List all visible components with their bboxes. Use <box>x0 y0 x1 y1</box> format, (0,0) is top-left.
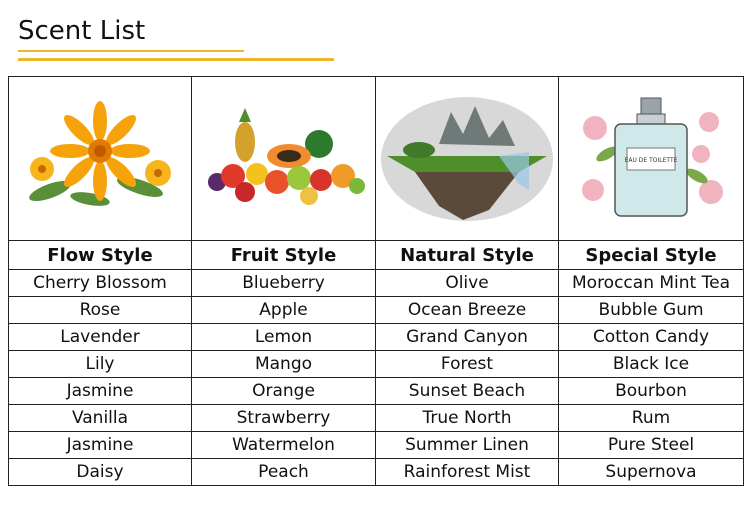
table-row <box>9 297 744 324</box>
column-header-flow: Flow Style <box>9 241 192 270</box>
scent-item-cell: Sunset Beach <box>376 378 559 405</box>
scent-item-cell: Supernova <box>559 459 744 486</box>
scent-table <box>8 76 744 486</box>
table-row <box>9 378 744 405</box>
title-underline-long <box>18 58 334 61</box>
table-row <box>9 405 744 432</box>
table-row <box>9 459 744 486</box>
scent-item-cell: Bubble Gum <box>559 297 744 324</box>
table-row <box>9 432 744 459</box>
scent-item-cell: Cotton Candy <box>559 324 744 351</box>
column-header-special: Special Style <box>559 241 744 270</box>
perfume-image-cell <box>559 77 744 241</box>
nature-image-cell <box>376 77 559 241</box>
scent-item-cell: Olive <box>376 270 559 297</box>
table-row <box>9 270 744 297</box>
scent-item-cell: Summer Linen <box>376 432 559 459</box>
scent-item-cell: Rum <box>559 405 744 432</box>
fruit-pile-icon <box>199 104 369 214</box>
scent-item-cell: Bourbon <box>559 378 744 405</box>
scent-item-cell: Blueberry <box>192 270 376 297</box>
perfume-bottle-icon <box>571 94 731 224</box>
scent-item-cell: True North <box>376 405 559 432</box>
scent-item-cell: Moroccan Mint Tea <box>559 270 744 297</box>
page-title: Scent List <box>18 16 146 46</box>
table-row <box>9 351 744 378</box>
scent-item-cell: Jasmine <box>9 378 192 405</box>
scent-item-cell: Vanilla <box>9 405 192 432</box>
scent-item-cell: Pure Steel <box>559 432 744 459</box>
header-row <box>9 241 744 270</box>
perfume-label: EAU DE TOILETTE <box>624 156 678 164</box>
scent-item-cell: Daisy <box>9 459 192 486</box>
scent-item-cell: Rose <box>9 297 192 324</box>
title-underline-short <box>18 50 244 52</box>
flower-image-cell <box>9 77 192 241</box>
image-row <box>9 77 744 241</box>
scent-item-cell: Grand Canyon <box>376 324 559 351</box>
scent-item-cell: Cherry Blossom <box>9 270 192 297</box>
table-row <box>9 324 744 351</box>
fruit-image-cell <box>192 77 376 241</box>
scent-item-cell: Lemon <box>192 324 376 351</box>
scent-item-cell: Mango <box>192 351 376 378</box>
orange-flower-icon <box>20 99 180 219</box>
column-header-fruit: Fruit Style <box>192 241 376 270</box>
scent-item-cell: Strawberry <box>192 405 376 432</box>
scent-item-cell: Forest <box>376 351 559 378</box>
scent-item-cell: Lily <box>9 351 192 378</box>
scent-item-cell: Jasmine <box>9 432 192 459</box>
scent-item-cell: Orange <box>192 378 376 405</box>
scent-item-cell: Apple <box>192 297 376 324</box>
floating-island-icon <box>379 94 555 224</box>
scent-item-cell: Black Ice <box>559 351 744 378</box>
scent-item-cell: Watermelon <box>192 432 376 459</box>
scent-item-cell: Lavender <box>9 324 192 351</box>
column-header-natural: Natural Style <box>376 241 559 270</box>
scent-item-cell: Rainforest Mist <box>376 459 559 486</box>
scent-item-cell: Ocean Breeze <box>376 297 559 324</box>
scent-item-cell: Peach <box>192 459 376 486</box>
